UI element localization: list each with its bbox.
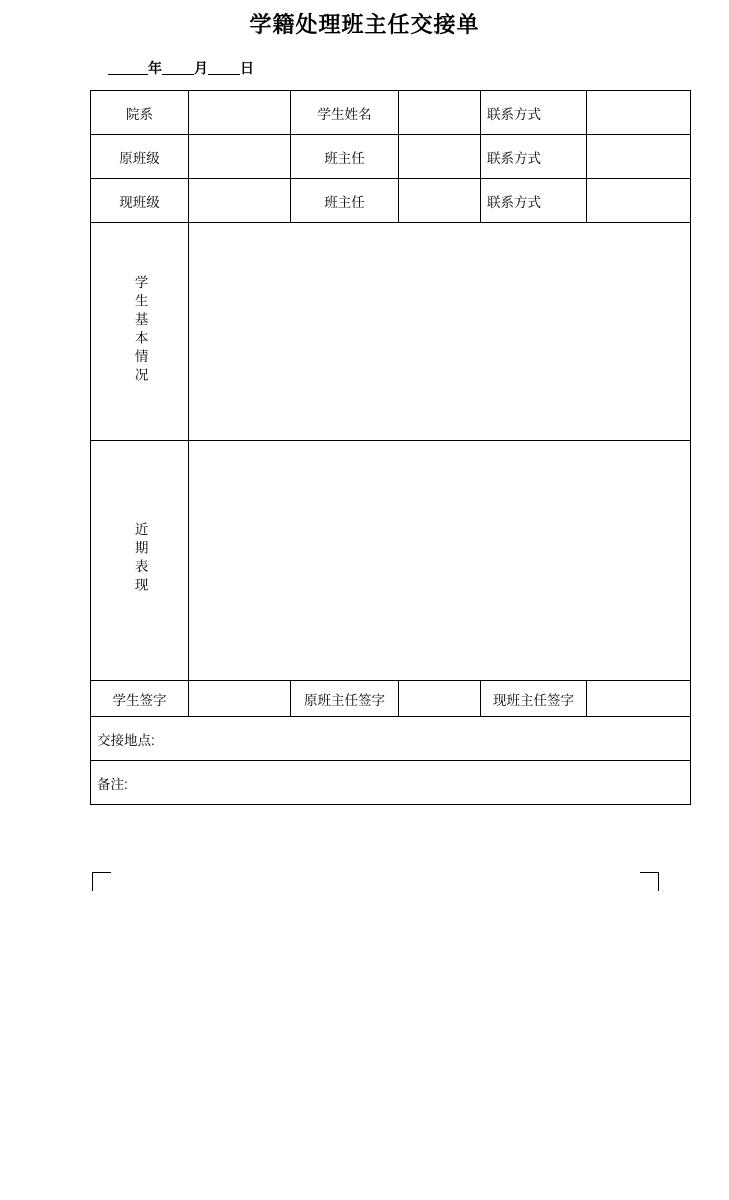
label-recent-performance: 近期表现 [91, 441, 189, 681]
table-row [91, 223, 691, 441]
label-contact-1: 联系方式 [481, 91, 587, 135]
label-handover-place[interactable]: 交接地点: [91, 717, 691, 761]
field-current-class[interactable] [189, 179, 291, 223]
table-row [91, 717, 691, 761]
field-original-teacher[interactable] [399, 135, 481, 179]
table-row [91, 761, 691, 805]
label-remark[interactable]: 备注: [91, 761, 691, 805]
label-student-signature: 学生签字 [91, 681, 189, 717]
field-department[interactable] [189, 91, 291, 135]
field-contact-1[interactable] [587, 91, 691, 135]
label-student-basic-info: 学生基本情况 [91, 223, 189, 441]
field-student-signature[interactable] [189, 681, 291, 717]
day-blank[interactable] [208, 60, 240, 75]
label-current-class: 现班级 [91, 179, 189, 223]
month-blank[interactable] [162, 60, 194, 75]
crop-mark-left-icon [92, 872, 111, 891]
table-row [91, 179, 691, 223]
field-original-teacher-signature[interactable] [399, 681, 481, 717]
page-title: 学籍处理班主任交接单 [249, 12, 480, 37]
crop-mark-right-icon [640, 872, 659, 891]
handover-form-table [90, 90, 691, 805]
year-blank[interactable] [108, 60, 148, 75]
label-current-teacher: 班主任 [291, 179, 399, 223]
date-line [108, 58, 254, 78]
month-label: 月 [194, 60, 208, 76]
table-row [91, 135, 691, 179]
field-current-teacher[interactable] [399, 179, 481, 223]
label-original-class: 原班级 [91, 135, 189, 179]
label-department: 院系 [91, 91, 189, 135]
field-student-basic-info[interactable] [189, 223, 691, 441]
label-original-teacher-signature: 原班主任签字 [291, 681, 399, 717]
table-row [91, 441, 691, 681]
field-current-teacher-signature[interactable] [587, 681, 691, 717]
field-contact-2[interactable] [587, 135, 691, 179]
field-recent-performance[interactable] [189, 441, 691, 681]
field-contact-3[interactable] [587, 179, 691, 223]
label-original-teacher: 班主任 [291, 135, 399, 179]
label-contact-2: 联系方式 [481, 135, 587, 179]
table-row [91, 681, 691, 717]
table-row [91, 91, 691, 135]
label-student-name: 学生姓名 [291, 91, 399, 135]
label-contact-3: 联系方式 [481, 179, 587, 223]
field-student-name[interactable] [399, 91, 481, 135]
year-label: 年 [148, 60, 162, 76]
day-label: 日 [240, 60, 254, 76]
field-original-class[interactable] [189, 135, 291, 179]
label-current-teacher-signature: 现班主任签字 [481, 681, 587, 717]
